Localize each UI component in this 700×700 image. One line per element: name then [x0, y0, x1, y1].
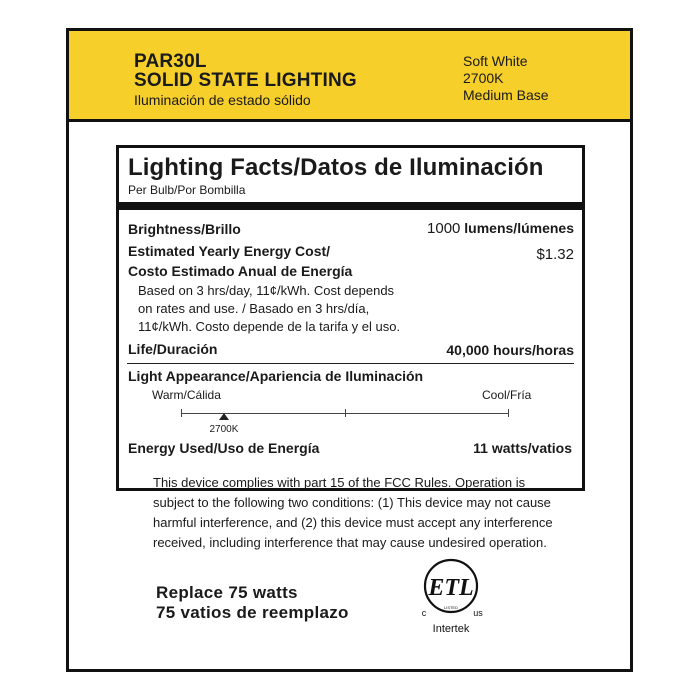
color-name: Soft White — [463, 53, 528, 69]
etl-us-text: us — [473, 608, 483, 618]
color-temperature: 2700K — [463, 70, 504, 86]
brightness-label: Brightness/Brillo — [128, 221, 241, 237]
model-name: PAR30L — [134, 51, 207, 72]
replace-watts-en: Replace 75 watts — [156, 583, 298, 602]
per-bulb-label: Per Bulb/Por Bombilla — [128, 183, 246, 197]
life-value — [446, 342, 574, 359]
scale-tick — [508, 409, 509, 417]
appearance-marker-icon — [219, 413, 229, 420]
intertek-text: Intertek — [432, 623, 470, 635]
facts-title: Lighting Facts/Datos de Iluminación — [128, 154, 544, 181]
base-type: Medium Base — [463, 87, 549, 103]
warm-label: Warm/Cálida — [152, 388, 221, 402]
product-banner — [69, 31, 630, 122]
energy-cost-number: $1.32 — [536, 246, 574, 263]
cool-label: Cool/Fría — [482, 388, 532, 402]
etl-listed-mark-icon — [417, 552, 485, 636]
replace-watts-es: 75 vatios de reemplazo — [156, 603, 349, 622]
scale-tick — [345, 409, 346, 417]
cost-note-line: Based on 3 hrs/day, 11¢/kWh. Cost depends — [138, 283, 395, 298]
appearance-marker-label: 2700K — [209, 424, 239, 435]
etl-c-text: c — [421, 608, 427, 618]
technology-title-es: Iluminación de estado sólido — [134, 92, 311, 108]
lighting-facts-panel — [116, 145, 585, 491]
energy-used-value — [473, 440, 572, 457]
brightness-unit: lumens/lúmenes — [464, 220, 574, 236]
energy-used-label: Energy Used/Uso de Energía — [128, 440, 320, 456]
appearance-label: Light Appearance/Apariencia de Iluminación — [128, 368, 424, 384]
etl-listed-text: LISTED — [443, 605, 459, 610]
life-number: 40,000 hours/horas — [446, 342, 574, 358]
technology-title: SOLID STATE LIGHTING — [134, 70, 357, 91]
brightness-value — [427, 220, 574, 237]
etl-mark-text: ETL — [428, 575, 474, 601]
fcc-compliance-text: This device complies with part 15 of the FCC Rules. Operation is subject to the following two conditions: (1) This device may not cause harmful interference, and (2) this device must accept any interference received, including interference that may cause undesired operation. — [153, 475, 553, 550]
energy-cost-label-es: Costo Estimado Anual de Energía — [128, 263, 353, 279]
divider — [119, 202, 582, 210]
brightness-number: 1000 — [427, 220, 461, 237]
cost-note-line: 11¢/kWh. Costo depende de la tarifa y el uso. — [138, 319, 401, 334]
product-label — [66, 28, 633, 672]
scale-tick — [181, 409, 182, 417]
divider — [127, 363, 574, 364]
energy-cost-value — [536, 246, 574, 263]
life-label: Life/Duración — [128, 341, 218, 357]
cost-note-line: on rates and use. / Basado en 3 hrs/día, — [138, 301, 370, 316]
energy-cost-label: Estimated Yearly Energy Cost/ — [128, 243, 331, 259]
energy-used-number: 11 watts/vatios — [473, 440, 572, 456]
